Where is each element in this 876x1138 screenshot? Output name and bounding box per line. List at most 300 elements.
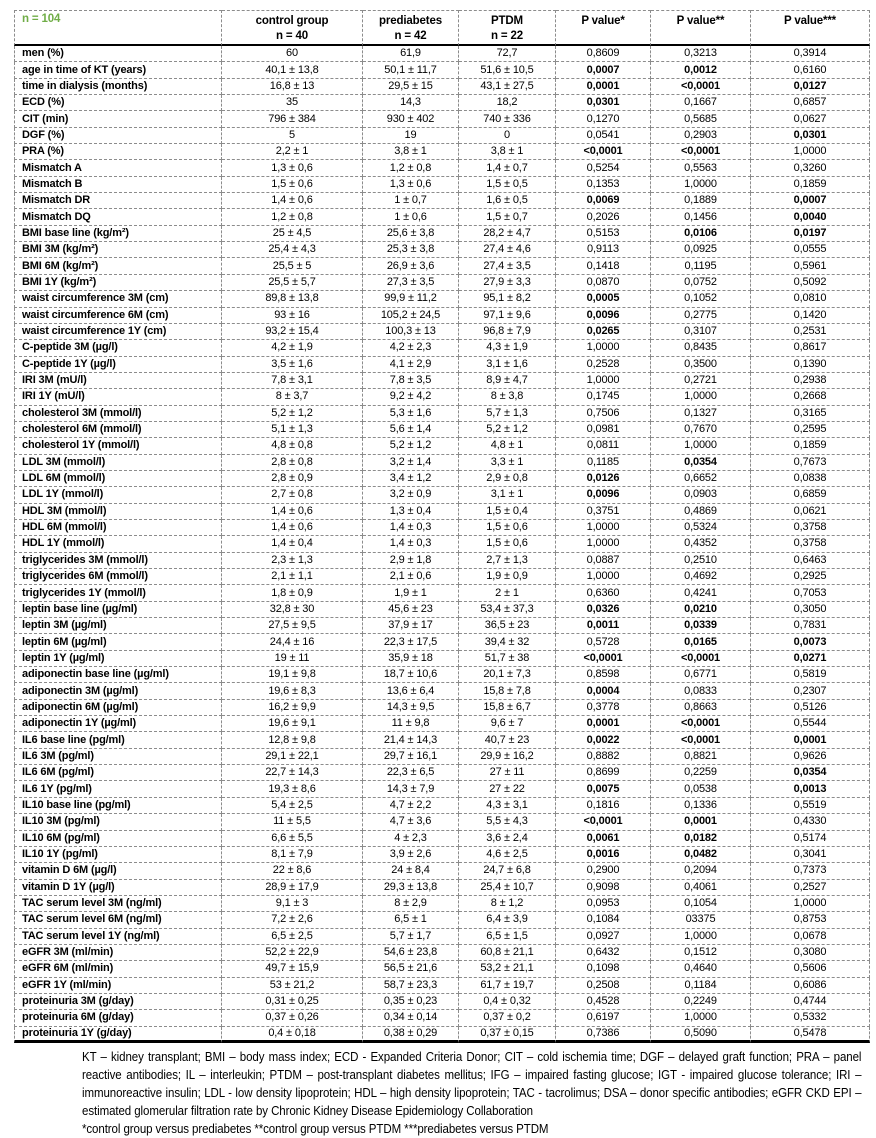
- table-row: [14, 340, 870, 356]
- group-comparison-table: [14, 10, 870, 1043]
- p-value-cell-3: 0,8753: [751, 912, 870, 928]
- p-value-cell-2: 0,2094: [651, 863, 751, 879]
- value-cell-control: 9,1 ± 3: [222, 896, 363, 912]
- p-value-cell-2: <0,0001: [651, 651, 751, 667]
- p-value-cell-1: 0,0005: [556, 291, 651, 307]
- p-value-cell-2: 0,4640: [651, 961, 751, 977]
- p-value-cell-3: 0,3041: [751, 847, 870, 863]
- p-value-cell-3: 0,5819: [751, 667, 870, 683]
- value-cell-ptdm: 4,3 ± 1,9: [459, 340, 556, 356]
- row-label: BMI 1Y (kg/m²): [14, 275, 222, 291]
- table-row: [14, 831, 870, 847]
- row-label: triglycerides 6M (mmol/l): [14, 569, 222, 585]
- table-row: [14, 798, 870, 814]
- table-row: [14, 438, 870, 454]
- p-value-cell-3: 0,6463: [751, 553, 870, 569]
- value-cell-prediabetes: 9,2 ± 4,2: [363, 389, 459, 405]
- table-row: [14, 945, 870, 961]
- value-cell-ptdm: 4,3 ± 3,1: [459, 798, 556, 814]
- value-cell-control: 1,8 ± 0,9: [222, 585, 363, 601]
- row-label: cholesterol 1Y (mmol/l): [14, 438, 222, 454]
- p-value-cell-3: 0,0013: [751, 781, 870, 797]
- value-cell-control: 1,3 ± 0,6: [222, 160, 363, 176]
- value-cell-ptdm: 0: [459, 128, 556, 144]
- row-label: LDL 6M (mmol/l): [14, 471, 222, 487]
- p-value-cell-1: 0,1353: [556, 177, 651, 193]
- p-value-cell-1: 0,1098: [556, 961, 651, 977]
- p-value-cell-3: 0,3914: [751, 46, 870, 62]
- value-cell-control: 19,6 ± 8,3: [222, 683, 363, 699]
- value-cell-prediabetes: 1,4 ± 0,3: [363, 520, 459, 536]
- row-label: HDL 1Y (mmol/l): [14, 536, 222, 552]
- value-cell-control: 1,4 ± 0,6: [222, 520, 363, 536]
- row-label: adiponectin base line (µg/ml): [14, 667, 222, 683]
- table-row: [14, 683, 870, 699]
- p-value-cell-2: 0,3500: [651, 357, 751, 373]
- row-label: cholesterol 3M (mmol/l): [14, 406, 222, 422]
- value-cell-control: 49,7 ± 15,9: [222, 961, 363, 977]
- value-cell-ptdm: 20,1 ± 7,3: [459, 667, 556, 683]
- table-row: [14, 716, 870, 732]
- table-row: [14, 1010, 870, 1026]
- value-cell-control: 3,5 ± 1,6: [222, 357, 363, 373]
- value-cell-control: 27,5 ± 9,5: [222, 618, 363, 634]
- p-value-cell-2: 0,5324: [651, 520, 751, 536]
- value-cell-prediabetes: 3,9 ± 2,6: [363, 847, 459, 863]
- p-value-cell-3: 0,6160: [751, 62, 870, 78]
- p-value-cell-1: 1,0000: [556, 373, 651, 389]
- p-value-cell-2: 0,1052: [651, 291, 751, 307]
- value-cell-prediabetes: 5,6 ± 1,4: [363, 422, 459, 438]
- table-row: [14, 634, 870, 650]
- p-value-cell-2: <0,0001: [651, 732, 751, 748]
- row-label: men (%): [14, 46, 222, 62]
- value-cell-ptdm: 8,9 ± 4,7: [459, 373, 556, 389]
- row-label: IL10 3M (pg/ml): [14, 814, 222, 830]
- p-value-cell-3: 0,5092: [751, 275, 870, 291]
- value-cell-prediabetes: 0,38 ± 0,29: [363, 1027, 459, 1043]
- footnote-comparisons: *control group versus prediabetes **control group versus PTDM ***prediabetes versus PTDM: [82, 1121, 549, 1136]
- p-value-cell-1: 0,2508: [556, 978, 651, 994]
- row-label: IL6 1Y (pg/ml): [14, 781, 222, 797]
- table-row: [14, 749, 870, 765]
- p-value-cell-3: 0,3050: [751, 602, 870, 618]
- p-value-cell-3: 0,2307: [751, 683, 870, 699]
- value-cell-prediabetes: 1,9 ± 1: [363, 585, 459, 601]
- value-cell-control: 8,1 ± 7,9: [222, 847, 363, 863]
- value-cell-ptdm: 1,5 ± 0,6: [459, 520, 556, 536]
- value-cell-control: 1,2 ± 0,8: [222, 209, 363, 225]
- value-cell-ptdm: 5,5 ± 4,3: [459, 814, 556, 830]
- value-cell-ptdm: 27,4 ± 4,6: [459, 242, 556, 258]
- p-value-cell-2: 0,4692: [651, 569, 751, 585]
- value-cell-ptdm: 24,7 ± 6,8: [459, 863, 556, 879]
- p-value-cell-1: <0,0001: [556, 144, 651, 160]
- value-cell-control: 93 ± 16: [222, 308, 363, 324]
- p-value-cell-2: 0,8435: [651, 340, 751, 356]
- p-value-cell-1: 0,9098: [556, 880, 651, 896]
- p-value-cell-1: 0,0075: [556, 781, 651, 797]
- p-value-cell-1: 0,2026: [556, 209, 651, 225]
- p-value-cell-3: 0,2668: [751, 389, 870, 405]
- value-cell-ptdm: 60,8 ± 21,1: [459, 945, 556, 961]
- value-cell-ptdm: 25,4 ± 10,7: [459, 880, 556, 896]
- value-cell-ptdm: 15,8 ± 6,7: [459, 700, 556, 716]
- value-cell-control: 19,3 ± 8,6: [222, 781, 363, 797]
- table-row: [14, 144, 870, 160]
- value-cell-ptdm: 5,2 ± 1,2: [459, 422, 556, 438]
- p-value-cell-3: 0,5126: [751, 700, 870, 716]
- p-value-cell-3: 0,8617: [751, 340, 870, 356]
- value-cell-control: 22 ± 8,6: [222, 863, 363, 879]
- p-value-cell-3: 0,0007: [751, 193, 870, 209]
- col-header-line1: PTDM: [491, 15, 523, 27]
- row-label: leptin 3M (µg/ml): [14, 618, 222, 634]
- value-cell-prediabetes: 4 ± 2,3: [363, 831, 459, 847]
- value-cell-ptdm: 1,6 ± 0,5: [459, 193, 556, 209]
- p-value-cell-2: 0,5090: [651, 1027, 751, 1043]
- value-cell-control: 1,4 ± 0,6: [222, 193, 363, 209]
- col-header-line2: n = 42: [394, 30, 427, 42]
- row-label: adiponectin 6M (µg/ml): [14, 700, 222, 716]
- table-row: [14, 242, 870, 258]
- row-label: HDL 6M (mmol/l): [14, 520, 222, 536]
- value-cell-control: 89,8 ± 13,8: [222, 291, 363, 307]
- col-header-line1: P value***: [784, 15, 836, 27]
- row-label: LDL 3M (mmol/l): [14, 455, 222, 471]
- p-value-cell-2: 0,2510: [651, 553, 751, 569]
- p-value-cell-3: 0,0197: [751, 226, 870, 242]
- table-row: [14, 258, 870, 274]
- p-value-cell-3: 0,1859: [751, 438, 870, 454]
- table-row: [14, 95, 870, 111]
- table-row: [14, 487, 870, 503]
- row-label: Mismatch A: [14, 160, 222, 176]
- p-value-cell-2: <0,0001: [651, 79, 751, 95]
- p-value-cell-3: 0,5519: [751, 798, 870, 814]
- p-value-cell-3: 0,7831: [751, 618, 870, 634]
- value-cell-ptdm: 6,4 ± 3,9: [459, 912, 556, 928]
- p-value-cell-2: 0,0210: [651, 602, 751, 618]
- p-value-cell-2: 0,4869: [651, 504, 751, 520]
- row-label: DGF (%): [14, 128, 222, 144]
- row-label: TAC serum level 6M (ng/ml): [14, 912, 222, 928]
- row-label: waist circumference 1Y (cm): [14, 324, 222, 340]
- table-row: [14, 128, 870, 144]
- value-cell-ptdm: 3,1 ± 1: [459, 487, 556, 503]
- value-cell-ptdm: 53,4 ± 37,3: [459, 602, 556, 618]
- p-value-cell-1: 0,1270: [556, 111, 651, 127]
- value-cell-ptdm: 3,1 ± 1,6: [459, 357, 556, 373]
- value-cell-prediabetes: 1,2 ± 0,8: [363, 160, 459, 176]
- value-cell-control: 32,8 ± 30: [222, 602, 363, 618]
- p-value-cell-1: 0,9113: [556, 242, 651, 258]
- row-label: vitamin D 1Y (µg/l): [14, 880, 222, 896]
- value-cell-control: 8 ± 3,7: [222, 389, 363, 405]
- row-label: Mismatch B: [14, 177, 222, 193]
- p-value-cell-1: 0,0541: [556, 128, 651, 144]
- p-value-cell-2: 0,1667: [651, 95, 751, 111]
- value-cell-prediabetes: 14,3 ± 9,5: [363, 700, 459, 716]
- p-value-cell-3: 0,1390: [751, 357, 870, 373]
- value-cell-control: 12,8 ± 9,8: [222, 732, 363, 748]
- value-cell-prediabetes: 21,4 ± 14,3: [363, 732, 459, 748]
- table-row: [14, 602, 870, 618]
- table-row: [14, 651, 870, 667]
- value-cell-ptdm: 3,3 ± 1: [459, 455, 556, 471]
- value-cell-ptdm: 3,6 ± 2,4: [459, 831, 556, 847]
- p-value-cell-1: 0,0811: [556, 438, 651, 454]
- p-value-cell-1: 0,0870: [556, 275, 651, 291]
- p-value-cell-2: 0,0903: [651, 487, 751, 503]
- p-value-cell-1: 0,3778: [556, 700, 651, 716]
- value-cell-control: 19,6 ± 9,1: [222, 716, 363, 732]
- value-cell-prediabetes: 2,1 ± 0,6: [363, 569, 459, 585]
- value-cell-prediabetes: 1,3 ± 0,4: [363, 504, 459, 520]
- table-row: [14, 847, 870, 863]
- table-row: [14, 46, 870, 62]
- p-value-cell-1: 0,8598: [556, 667, 651, 683]
- p-value-cell-2: 0,8821: [651, 749, 751, 765]
- value-cell-ptdm: 61,7 ± 19,7: [459, 978, 556, 994]
- value-cell-prediabetes: 3,2 ± 0,9: [363, 487, 459, 503]
- p-value-cell-2: 0,2721: [651, 373, 751, 389]
- p-value-cell-1: 0,0001: [556, 716, 651, 732]
- p-value-cell-2: 0,8663: [651, 700, 751, 716]
- p-value-cell-3: 0,5544: [751, 716, 870, 732]
- p-value-cell-1: 0,1816: [556, 798, 651, 814]
- row-label: waist circumference 3M (cm): [14, 291, 222, 307]
- row-label: adiponectin 1Y (µg/ml): [14, 716, 222, 732]
- value-cell-ptdm: 28,2 ± 4,7: [459, 226, 556, 242]
- value-cell-control: 0,31 ± 0,25: [222, 994, 363, 1010]
- value-cell-control: 7,2 ± 2,6: [222, 912, 363, 928]
- p-value-cell-1: 1,0000: [556, 340, 651, 356]
- value-cell-ptdm: 1,5 ± 0,7: [459, 209, 556, 225]
- table-row: [14, 308, 870, 324]
- p-value-cell-2: 0,0001: [651, 814, 751, 830]
- row-label: leptin 1Y (µg/ml): [14, 651, 222, 667]
- p-value-cell-1: 0,0887: [556, 553, 651, 569]
- p-value-cell-2: 0,0482: [651, 847, 751, 863]
- table-header: [14, 10, 870, 46]
- value-cell-prediabetes: 1 ± 0,6: [363, 209, 459, 225]
- table-row: [14, 618, 870, 634]
- p-value-cell-2: 0,0182: [651, 831, 751, 847]
- value-cell-ptdm: 0,37 ± 0,15: [459, 1027, 556, 1043]
- col-header-control-group: [222, 10, 363, 46]
- value-cell-prediabetes: 4,2 ± 2,3: [363, 340, 459, 356]
- p-value-cell-1: 0,5153: [556, 226, 651, 242]
- col-header-ptdm: [459, 10, 556, 46]
- value-cell-prediabetes: 58,7 ± 23,3: [363, 978, 459, 994]
- p-value-cell-1: 0,8699: [556, 765, 651, 781]
- p-value-cell-2: 0,0925: [651, 242, 751, 258]
- row-label: eGFR 6M (ml/min): [14, 961, 222, 977]
- p-value-cell-2: 0,1889: [651, 193, 751, 209]
- value-cell-prediabetes: 2,9 ± 1,8: [363, 553, 459, 569]
- value-cell-ptdm: 1,5 ± 0,4: [459, 504, 556, 520]
- p-value-cell-1: 0,0981: [556, 422, 651, 438]
- value-cell-prediabetes: 18,7 ± 10,6: [363, 667, 459, 683]
- table-row: [14, 912, 870, 928]
- table-row: [14, 324, 870, 340]
- row-label: IRI 1Y (mU/l): [14, 389, 222, 405]
- value-cell-control: 35: [222, 95, 363, 111]
- value-cell-ptdm: 4,8 ± 1: [459, 438, 556, 454]
- p-value-cell-2: 0,0165: [651, 634, 751, 650]
- p-value-cell-3: 0,0555: [751, 242, 870, 258]
- value-cell-ptdm: 1,4 ± 0,7: [459, 160, 556, 176]
- value-cell-control: 40,1 ± 13,8: [222, 62, 363, 78]
- value-cell-prediabetes: 11 ± 9,8: [363, 716, 459, 732]
- table-row: [14, 569, 870, 585]
- value-cell-control: 2,1 ± 1,1: [222, 569, 363, 585]
- value-cell-prediabetes: 1,4 ± 0,3: [363, 536, 459, 552]
- p-value-cell-2: 0,5685: [651, 111, 751, 127]
- value-cell-control: 4,8 ± 0,8: [222, 438, 363, 454]
- row-label: proteinuria 1Y (g/day): [14, 1027, 222, 1043]
- p-value-cell-3: 0,0271: [751, 651, 870, 667]
- value-cell-ptdm: 39,4 ± 32: [459, 634, 556, 650]
- p-value-cell-3: 0,0621: [751, 504, 870, 520]
- value-cell-ptdm: 43,1 ± 27,5: [459, 79, 556, 95]
- value-cell-prediabetes: 22,3 ± 6,5: [363, 765, 459, 781]
- value-cell-prediabetes: 29,3 ± 13,8: [363, 880, 459, 896]
- value-cell-control: 25 ± 4,5: [222, 226, 363, 242]
- p-value-cell-3: 0,0040: [751, 209, 870, 225]
- row-label: waist circumference 6M (cm): [14, 308, 222, 324]
- value-cell-prediabetes: 27,3 ± 3,5: [363, 275, 459, 291]
- p-value-cell-3: 0,2527: [751, 880, 870, 896]
- table-row: [14, 667, 870, 683]
- p-value-cell-3: 0,5478: [751, 1027, 870, 1043]
- row-label: adiponectin 3M (µg/ml): [14, 683, 222, 699]
- row-label: C-peptide 1Y (µg/l): [14, 357, 222, 373]
- value-cell-prediabetes: 100,3 ± 13: [363, 324, 459, 340]
- row-label: age in time of KT (years): [14, 62, 222, 78]
- p-value-cell-1: 0,0265: [556, 324, 651, 340]
- row-label: proteinuria 6M (g/day): [14, 1010, 222, 1026]
- value-cell-control: 2,8 ± 0,8: [222, 455, 363, 471]
- footnote-abbreviations: KT – kidney transplant; BMI – body mass index; ECD - Expanded Criteria Donor; CIT – cold ischemia time; DGF – delayed graft function; PRA – panel reactive antibodies; IL – interleukin; PTDM – post-transplant diabetes mellitus; IFG – impaired fasting glucose; IGT - impaired glucose tolerance; IRI – immunoreactive insulin; LDL - low density lipoprotein; HDL – high density lipoprotein; TAC - tacrolimus; DSA – donor specific antibodies; eGFR CKD EPI – estimated glomerular filtration rate by Chronic Kidney Disease Epidemiology Collaboration: [82, 1049, 862, 1118]
- p-value-cell-2: 1,0000: [651, 177, 751, 193]
- table-row: [14, 700, 870, 716]
- table-row: [14, 111, 870, 127]
- p-value-cell-1: 0,8882: [556, 749, 651, 765]
- p-value-cell-1: 0,0096: [556, 487, 651, 503]
- value-cell-ptdm: 97,1 ± 9,6: [459, 308, 556, 324]
- value-cell-ptdm: 53,2 ± 21,1: [459, 961, 556, 977]
- value-cell-control: 2,3 ± 1,3: [222, 553, 363, 569]
- p-value-cell-2: <0,0001: [651, 716, 751, 732]
- value-cell-control: 19,1 ± 9,8: [222, 667, 363, 683]
- value-cell-control: 6,5 ± 2,5: [222, 929, 363, 945]
- table-row: [14, 373, 870, 389]
- p-value-cell-2: 0,1054: [651, 896, 751, 912]
- p-value-cell-1: 0,6432: [556, 945, 651, 961]
- row-label: HDL 3M (mmol/l): [14, 504, 222, 520]
- table-row: [14, 520, 870, 536]
- value-cell-control: 25,5 ± 5: [222, 258, 363, 274]
- p-value-cell-1: 0,7506: [556, 406, 651, 422]
- table-n-label: n = 104: [14, 10, 222, 46]
- table-row: [14, 160, 870, 176]
- table-row: [14, 781, 870, 797]
- row-label: time in dialysis (months): [14, 79, 222, 95]
- value-cell-ptdm: 51,6 ± 10,5: [459, 62, 556, 78]
- value-cell-ptdm: 27 ± 22: [459, 781, 556, 797]
- p-value-cell-1: 0,1084: [556, 912, 651, 928]
- value-cell-control: 25,4 ± 4,3: [222, 242, 363, 258]
- p-value-cell-3: 0,0127: [751, 79, 870, 95]
- value-cell-ptdm: 40,7 ± 23: [459, 732, 556, 748]
- value-cell-control: 28,9 ± 17,9: [222, 880, 363, 896]
- p-value-cell-3: 1,0000: [751, 144, 870, 160]
- table-row: [14, 389, 870, 405]
- p-value-cell-1: 1,0000: [556, 536, 651, 552]
- row-label: eGFR 3M (ml/min): [14, 945, 222, 961]
- p-value-cell-1: 0,1745: [556, 389, 651, 405]
- value-cell-control: 1,5 ± 0,6: [222, 177, 363, 193]
- value-cell-prediabetes: 45,6 ± 23: [363, 602, 459, 618]
- value-cell-prediabetes: 5,2 ± 1,2: [363, 438, 459, 454]
- table-row: [14, 209, 870, 225]
- table-body: [14, 46, 870, 1043]
- row-label: IL10 base line (pg/ml): [14, 798, 222, 814]
- table-row: [14, 406, 870, 422]
- value-cell-control: 19 ± 11: [222, 651, 363, 667]
- p-value-cell-1: 0,0001: [556, 79, 651, 95]
- p-value-cell-1: 0,4528: [556, 994, 651, 1010]
- value-cell-ptdm: 3,8 ± 1: [459, 144, 556, 160]
- p-value-cell-1: 0,6197: [556, 1010, 651, 1026]
- value-cell-control: 7,8 ± 3,1: [222, 373, 363, 389]
- p-value-cell-2: 0,1184: [651, 978, 751, 994]
- value-cell-prediabetes: 3,8 ± 1: [363, 144, 459, 160]
- table-row: [14, 357, 870, 373]
- col-header-line2: n = 40: [275, 30, 309, 42]
- value-cell-prediabetes: 37,9 ± 17: [363, 618, 459, 634]
- p-value-cell-3: 0,0001: [751, 732, 870, 748]
- p-value-cell-3: 0,0627: [751, 111, 870, 127]
- p-value-cell-3: 0,2531: [751, 324, 870, 340]
- p-value-cell-3: 0,0838: [751, 471, 870, 487]
- row-label: C-peptide 3M (µg/l): [14, 340, 222, 356]
- row-label: IL6 3M (pg/ml): [14, 749, 222, 765]
- p-value-cell-2: 1,0000: [651, 1010, 751, 1026]
- value-cell-ptdm: 72,7: [459, 46, 556, 62]
- col-header-line2: n = 22: [490, 30, 524, 42]
- p-value-cell-3: 0,3165: [751, 406, 870, 422]
- value-cell-control: 25,5 ± 5,7: [222, 275, 363, 291]
- value-cell-prediabetes: 26,9 ± 3,6: [363, 258, 459, 274]
- value-cell-control: 29,1 ± 22,1: [222, 749, 363, 765]
- col-header-p-value-1: [556, 10, 651, 46]
- table-row: [14, 275, 870, 291]
- value-cell-prediabetes: 25,3 ± 3,8: [363, 242, 459, 258]
- value-cell-ptdm: 36,5 ± 23: [459, 618, 556, 634]
- value-cell-ptdm: 27 ± 11: [459, 765, 556, 781]
- value-cell-ptdm: 27,9 ± 3,3: [459, 275, 556, 291]
- value-cell-control: 1,4 ± 0,6: [222, 504, 363, 520]
- table-row: [14, 978, 870, 994]
- table-row: [14, 880, 870, 896]
- p-value-cell-3: 0,3758: [751, 520, 870, 536]
- row-label: ECD (%): [14, 95, 222, 111]
- p-value-cell-2: 0,1456: [651, 209, 751, 225]
- value-cell-control: 24,4 ± 16: [222, 634, 363, 650]
